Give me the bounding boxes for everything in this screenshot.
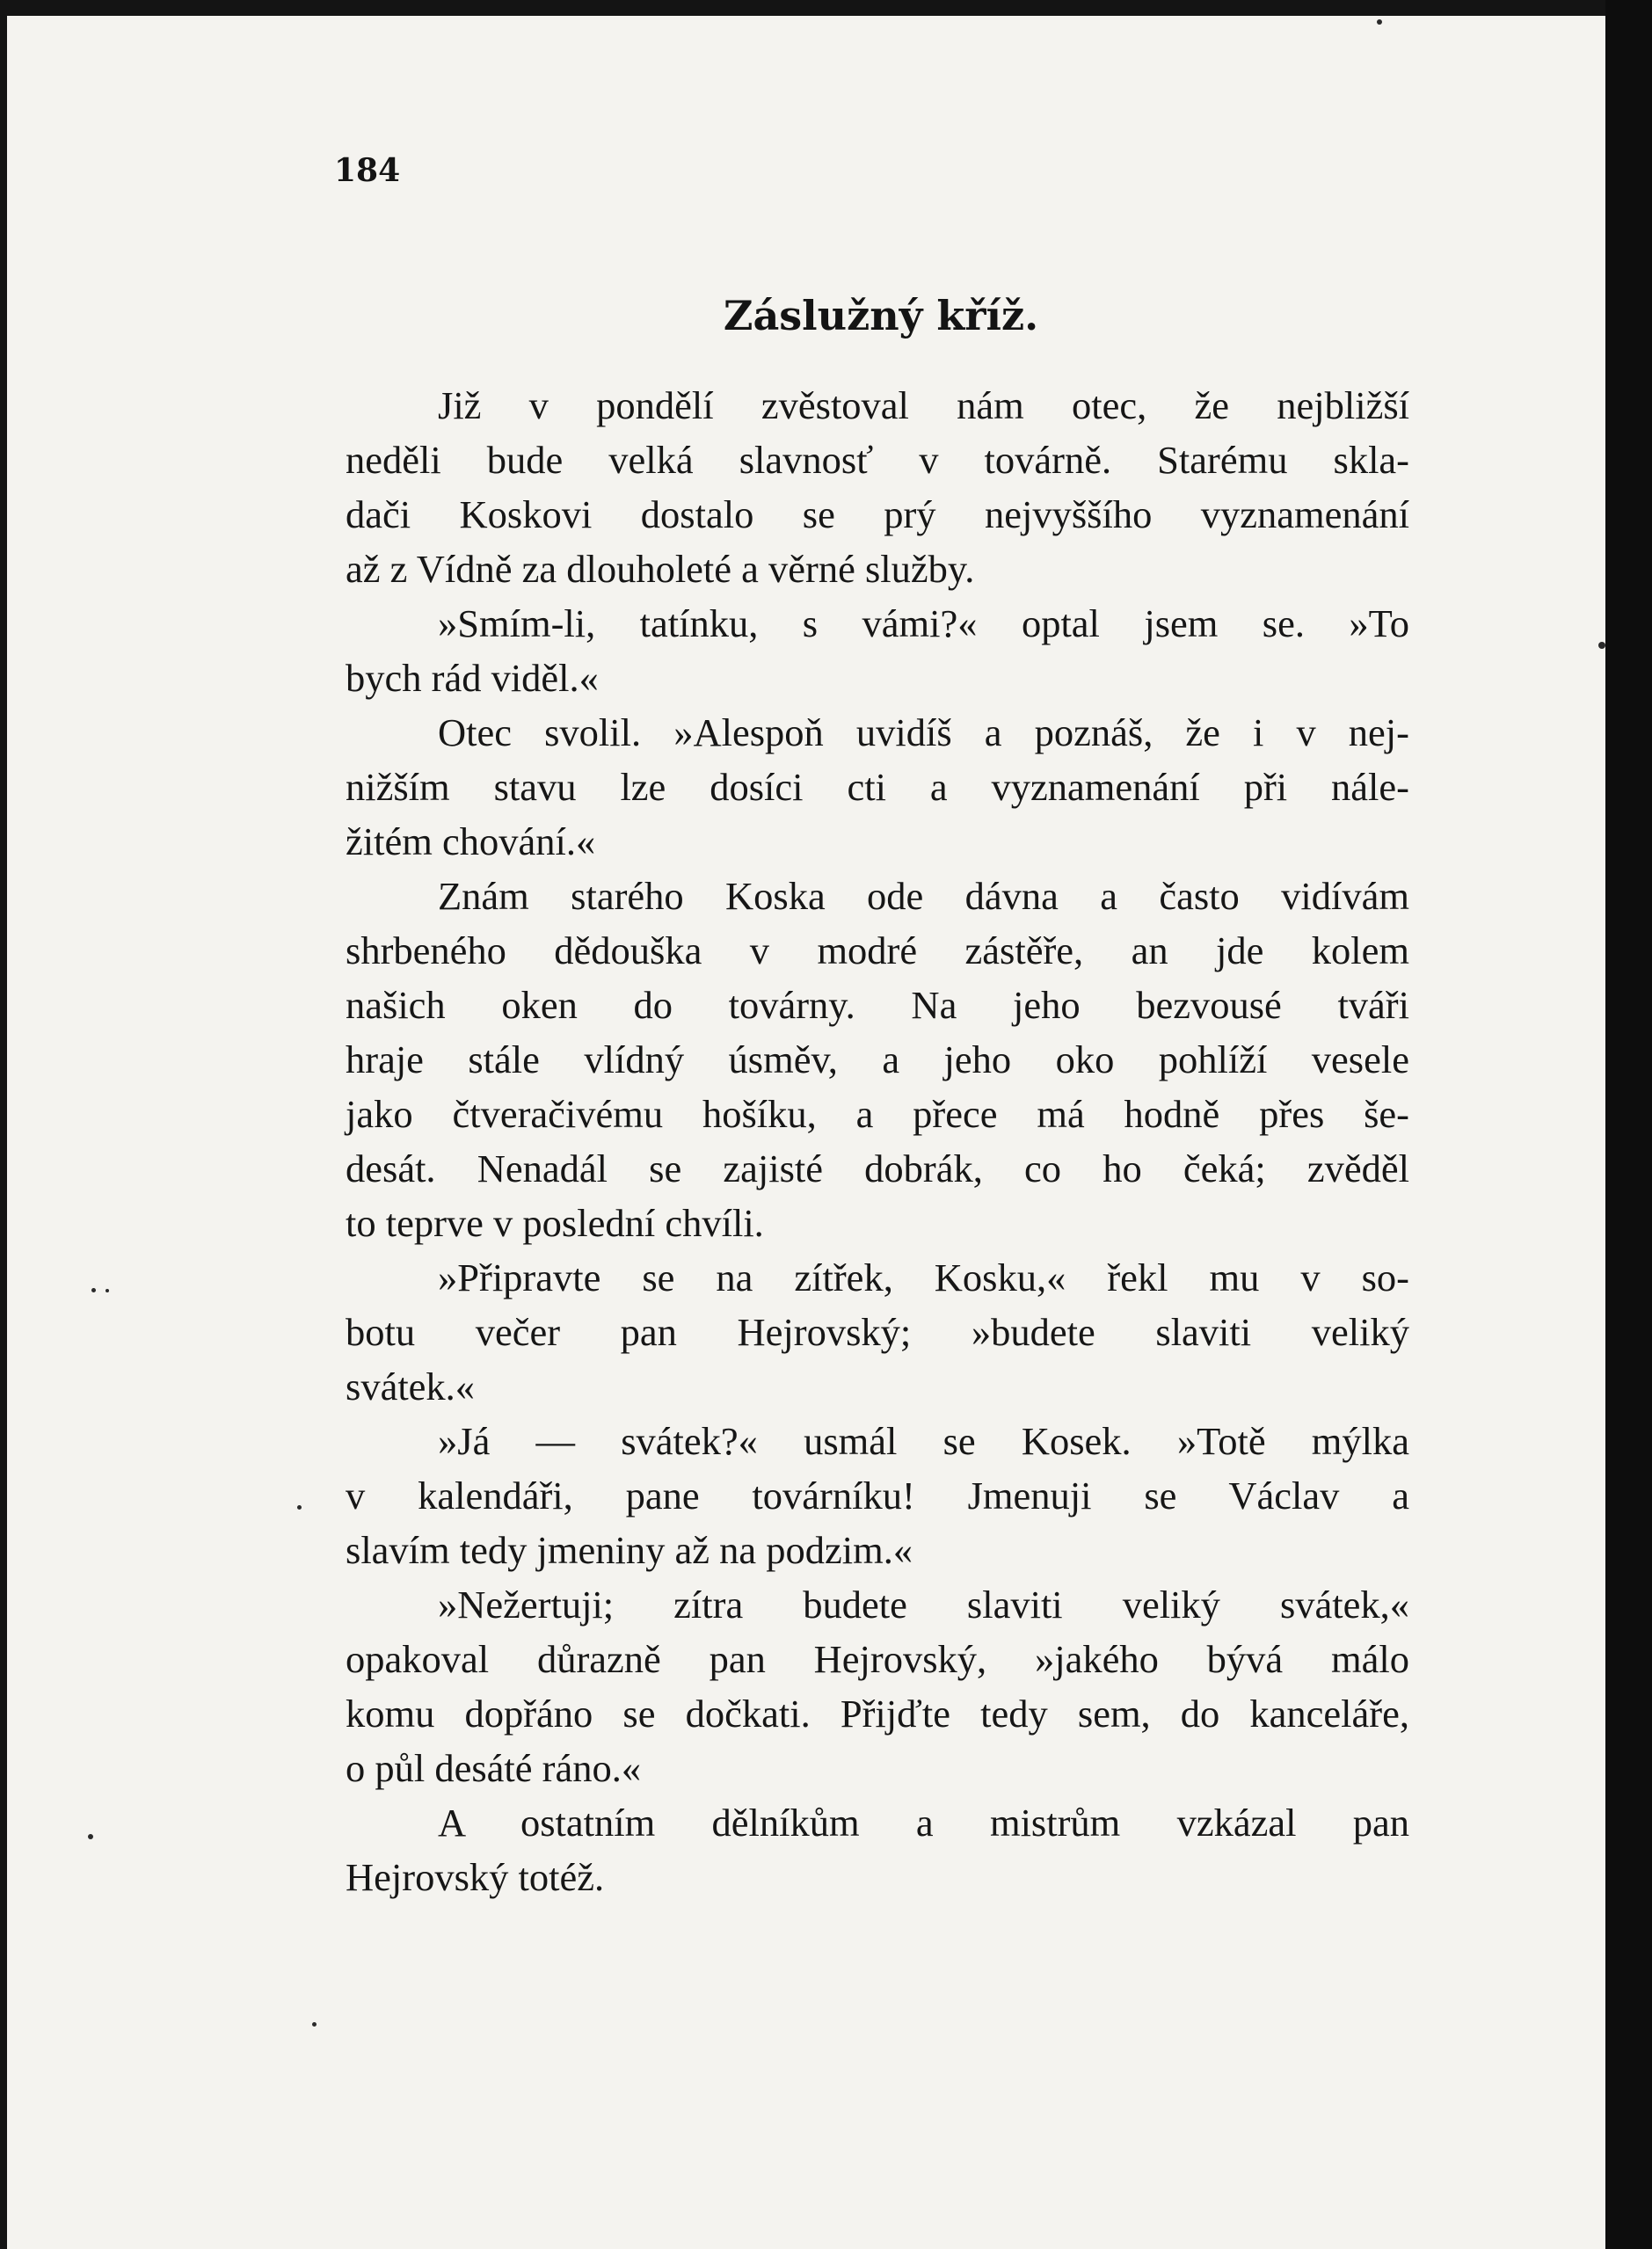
text-line: jako čtveračivému hošíku, a přece má hodně přes še-: [346, 1092, 1409, 1136]
text-line: v kalendáři, pane továrníku! Jmenuji se Václav a: [346, 1474, 1409, 1518]
text-line: hraje stále vlídný úsměv, a jeho oko pohlíží vesele: [346, 1037, 1409, 1081]
ink-speck: [91, 1288, 96, 1292]
text-line: Již v pondělí zvěstoval nám otec, že nejbližší: [438, 383, 1409, 427]
page-number: 184: [334, 152, 401, 189]
text-line: dači Koskovi dostalo se prý nejvyššího vyznamenání: [346, 492, 1409, 536]
text-line: neděli bude velká slavnosť v továrně. Starému skla-: [346, 438, 1409, 482]
text-line: botu večer pan Hejrovský; »budete slaviti veliký: [346, 1310, 1409, 1354]
book-page: [7, 16, 1605, 2249]
text-line: Znám starého Koska ode dávna a často vidívám: [438, 874, 1409, 918]
text-line: bych rád viděl.«: [346, 656, 599, 700]
chapter-title: Záslužný kříž.: [723, 292, 1039, 339]
scan-edge: [1605, 0, 1652, 2249]
text-line: až z Vídně za dlouholeté a věrné služby.: [346, 547, 975, 591]
text-line: opakoval důrazně pan Hejrovský, »jakého bývá málo: [346, 1637, 1409, 1681]
ink-speck: [297, 1505, 302, 1510]
text-line: A ostatním dělníkům a mistrům vzkázal pan: [438, 1801, 1409, 1845]
text-line: slavím tedy jmeniny až na podzim.«: [346, 1528, 913, 1572]
text-line: to teprve v poslední chvíli.: [346, 1201, 764, 1245]
text-line: Hejrovský totéž.: [346, 1855, 605, 1899]
body-text: [346, 378, 1409, 1904]
text-line: »Já — svátek?« usmál se Kosek. »Totě mýlka: [438, 1419, 1409, 1463]
text-line: »Nežertuji; zítra budete slaviti veliký svátek,«: [438, 1583, 1409, 1627]
text-line: svátek.«: [346, 1365, 476, 1408]
ink-speck: [1598, 642, 1605, 649]
text-line: shrbeného dědouška v modré zástěře, an jde kolem: [346, 928, 1409, 972]
text-line: našich oken do továrny. Na jeho bezvousé tváři: [346, 983, 1409, 1027]
ink-speck: [106, 1289, 109, 1292]
ink-speck: [1377, 19, 1382, 25]
text-line: Otec svolil. »Alespoň uvidíš a poznáš, že i v nej-: [438, 710, 1409, 754]
text-line: komu dopřáno se dočkati. Přijďte tedy sem, do kanceláře,: [346, 1692, 1409, 1736]
text-line: žitém chování.«: [346, 819, 596, 863]
ink-speck: [312, 2022, 317, 2027]
text-line: desát. Nenadál se zajisté dobrák, co ho čeká; zvěděl: [346, 1146, 1409, 1190]
text-line: »Připravte se na zítřek, Kosku,« řekl mu v so-: [438, 1256, 1409, 1299]
ink-speck: [88, 1834, 93, 1839]
text-line: nižším stavu lze dosíci cti a vyznamenání při nále-: [346, 765, 1409, 809]
text-line: o půl desáté ráno.«: [346, 1746, 642, 1790]
text-line: »Smím-li, tatínku, s vámi?« optal jsem se. »To: [438, 601, 1409, 645]
